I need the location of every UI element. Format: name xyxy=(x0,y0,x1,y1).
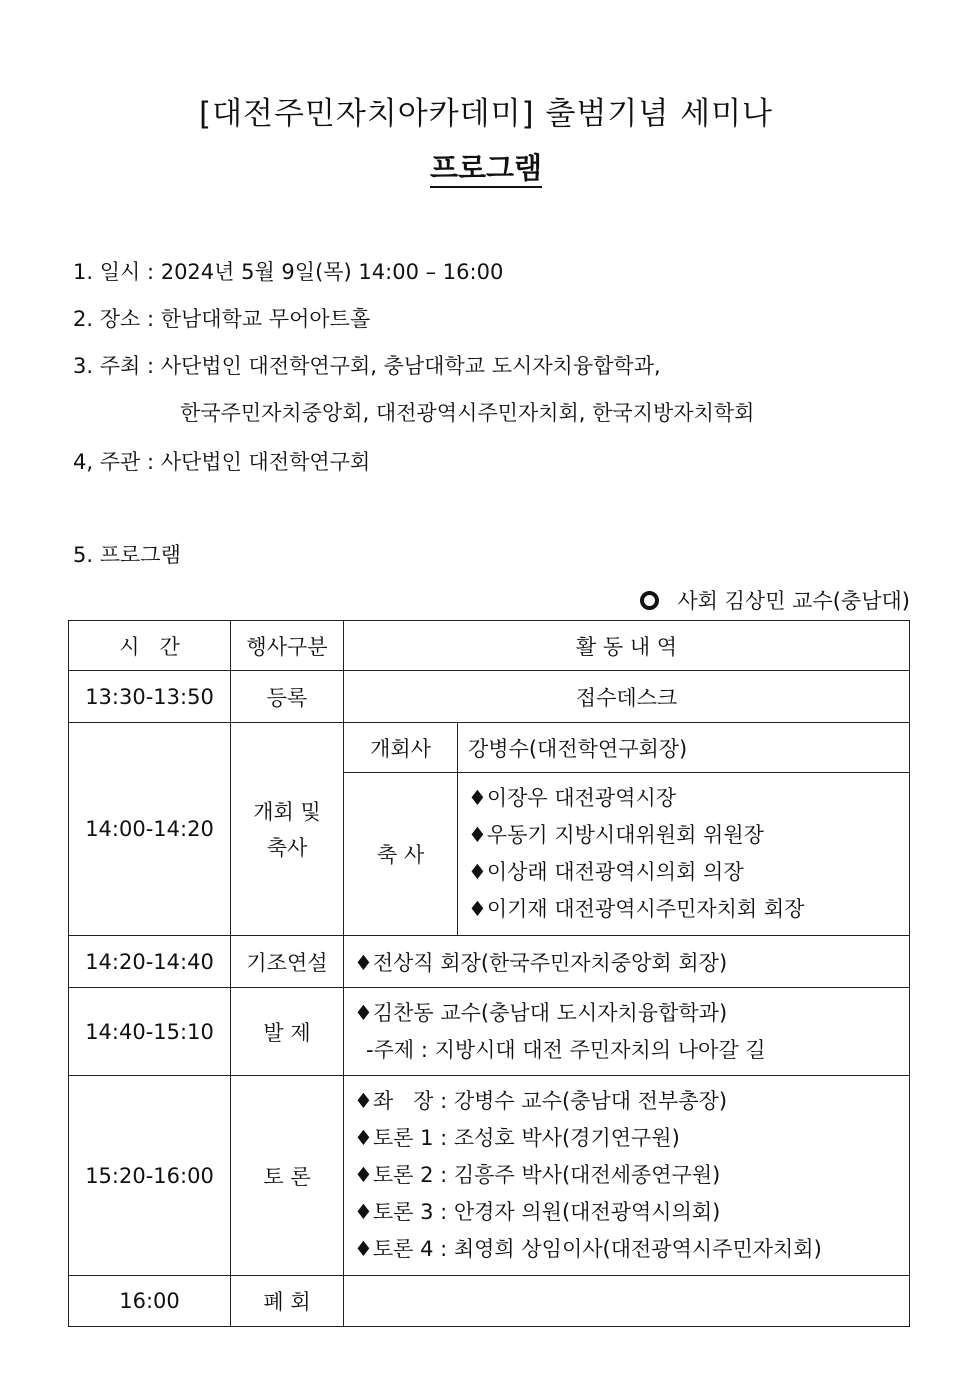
table-row-keynote xyxy=(69,936,910,988)
congrats-label: 축 사 xyxy=(344,773,458,936)
closing-activity xyxy=(344,1276,910,1327)
document-title: [대전주민자치아카데미] 출범기념 세미나 xyxy=(199,96,773,132)
info-organizer-line2: 한국주민자치중앙회, 대전광역시주민자치회, 한국지방자치학회 xyxy=(180,401,755,425)
list-item: ♦우동기 지방시대위원회 위원장 xyxy=(468,823,764,847)
opening-time: 14:00-14:20 xyxy=(69,723,231,936)
presentation-presenter: ♦김찬동 교수(충남대 도시자치융합학과) xyxy=(354,1000,728,1025)
table-header-row xyxy=(69,621,910,671)
opening-category xyxy=(231,723,344,936)
table-row-registration xyxy=(69,671,910,723)
opening-speech-label: 개회사 xyxy=(344,723,458,773)
presentation-category: 발 제 xyxy=(231,988,344,1076)
table-row-discussion xyxy=(69,1076,910,1276)
registration-category: 등록 xyxy=(231,671,344,723)
header-activity: 활 동 내 역 xyxy=(344,621,910,671)
presentation-activity xyxy=(344,988,910,1076)
discussion-list xyxy=(344,1076,910,1276)
keynote-time: 14:20-14:40 xyxy=(69,936,231,988)
circle-bullet-icon xyxy=(640,591,659,610)
subtitle-text: 프로그램 xyxy=(430,151,542,188)
table-row-opening xyxy=(69,723,910,773)
moderator-line xyxy=(640,585,910,615)
registration-time: 13:30-13:50 xyxy=(69,671,231,723)
opening-category-line2: 축사 xyxy=(266,836,308,860)
list-item: ♦이상래 대전광역시의회 의장 xyxy=(468,860,744,884)
header-time: 시 간 xyxy=(69,621,231,671)
discussion-time: 15:20-16:00 xyxy=(69,1076,231,1276)
list-item: ♦좌 장 : 강병수 교수(충남대 전부총장) xyxy=(354,1089,728,1113)
program-heading: 5. 프로그램 xyxy=(73,543,181,567)
congrats-list xyxy=(458,773,910,936)
discussion-category: 토 론 xyxy=(231,1076,344,1276)
moderator-text: 사회 김상민 교수(충남대) xyxy=(677,589,910,613)
closing-time: 16:00 xyxy=(69,1276,231,1327)
info-host-org: 4, 주관 : 사단법인 대전학연구회 xyxy=(73,450,371,474)
info-date: 1. 일시 : 2024년 5월 9일(목) 14:00 – 16:00 xyxy=(73,260,504,284)
header-category: 행사구분 xyxy=(231,621,344,671)
opening-speech-speaker: 강병수(대전학연구회장) xyxy=(458,723,910,773)
list-item: ♦토론 3 : 안경자 의원(대전광역시의회) xyxy=(354,1200,721,1224)
list-item: ♦이장우 대전광역시장 xyxy=(468,786,677,810)
opening-category-line1: 개회 및 xyxy=(253,800,321,824)
list-item: ♦토론 2 : 김흥주 박사(대전세종연구원) xyxy=(354,1163,721,1187)
table-row-closing xyxy=(69,1276,910,1327)
registration-activity: 접수데스크 xyxy=(344,671,910,723)
program-table xyxy=(68,620,910,1327)
list-item: ♦이기재 대전광역시주민자치회 회장 xyxy=(468,897,805,921)
info-place: 2. 장소 : 한남대학교 무어아트홀 xyxy=(73,307,371,331)
document-subtitle xyxy=(0,146,972,187)
list-item: ♦토론 1 : 조성호 박사(경기연구원) xyxy=(354,1126,680,1150)
list-item: ♦토론 4 : 최영희 상임이사(대전광역시주민자치회) xyxy=(354,1237,822,1261)
keynote-category: 기조연설 xyxy=(231,936,344,988)
info-organizer-line1: 3. 주최 : 사단법인 대전학연구회, 충남대학교 도시자치융합학과, xyxy=(73,354,661,378)
presentation-time: 14:40-15:10 xyxy=(69,988,231,1076)
closing-category: 폐 회 xyxy=(231,1276,344,1327)
presentation-topic: -주제 : 지방시대 대전 주민자치의 나아갈 길 xyxy=(366,1037,766,1062)
keynote-activity: ♦전상직 회장(한국주민자치중앙회 회장) xyxy=(344,936,910,988)
table-row-presentation xyxy=(69,988,910,1076)
